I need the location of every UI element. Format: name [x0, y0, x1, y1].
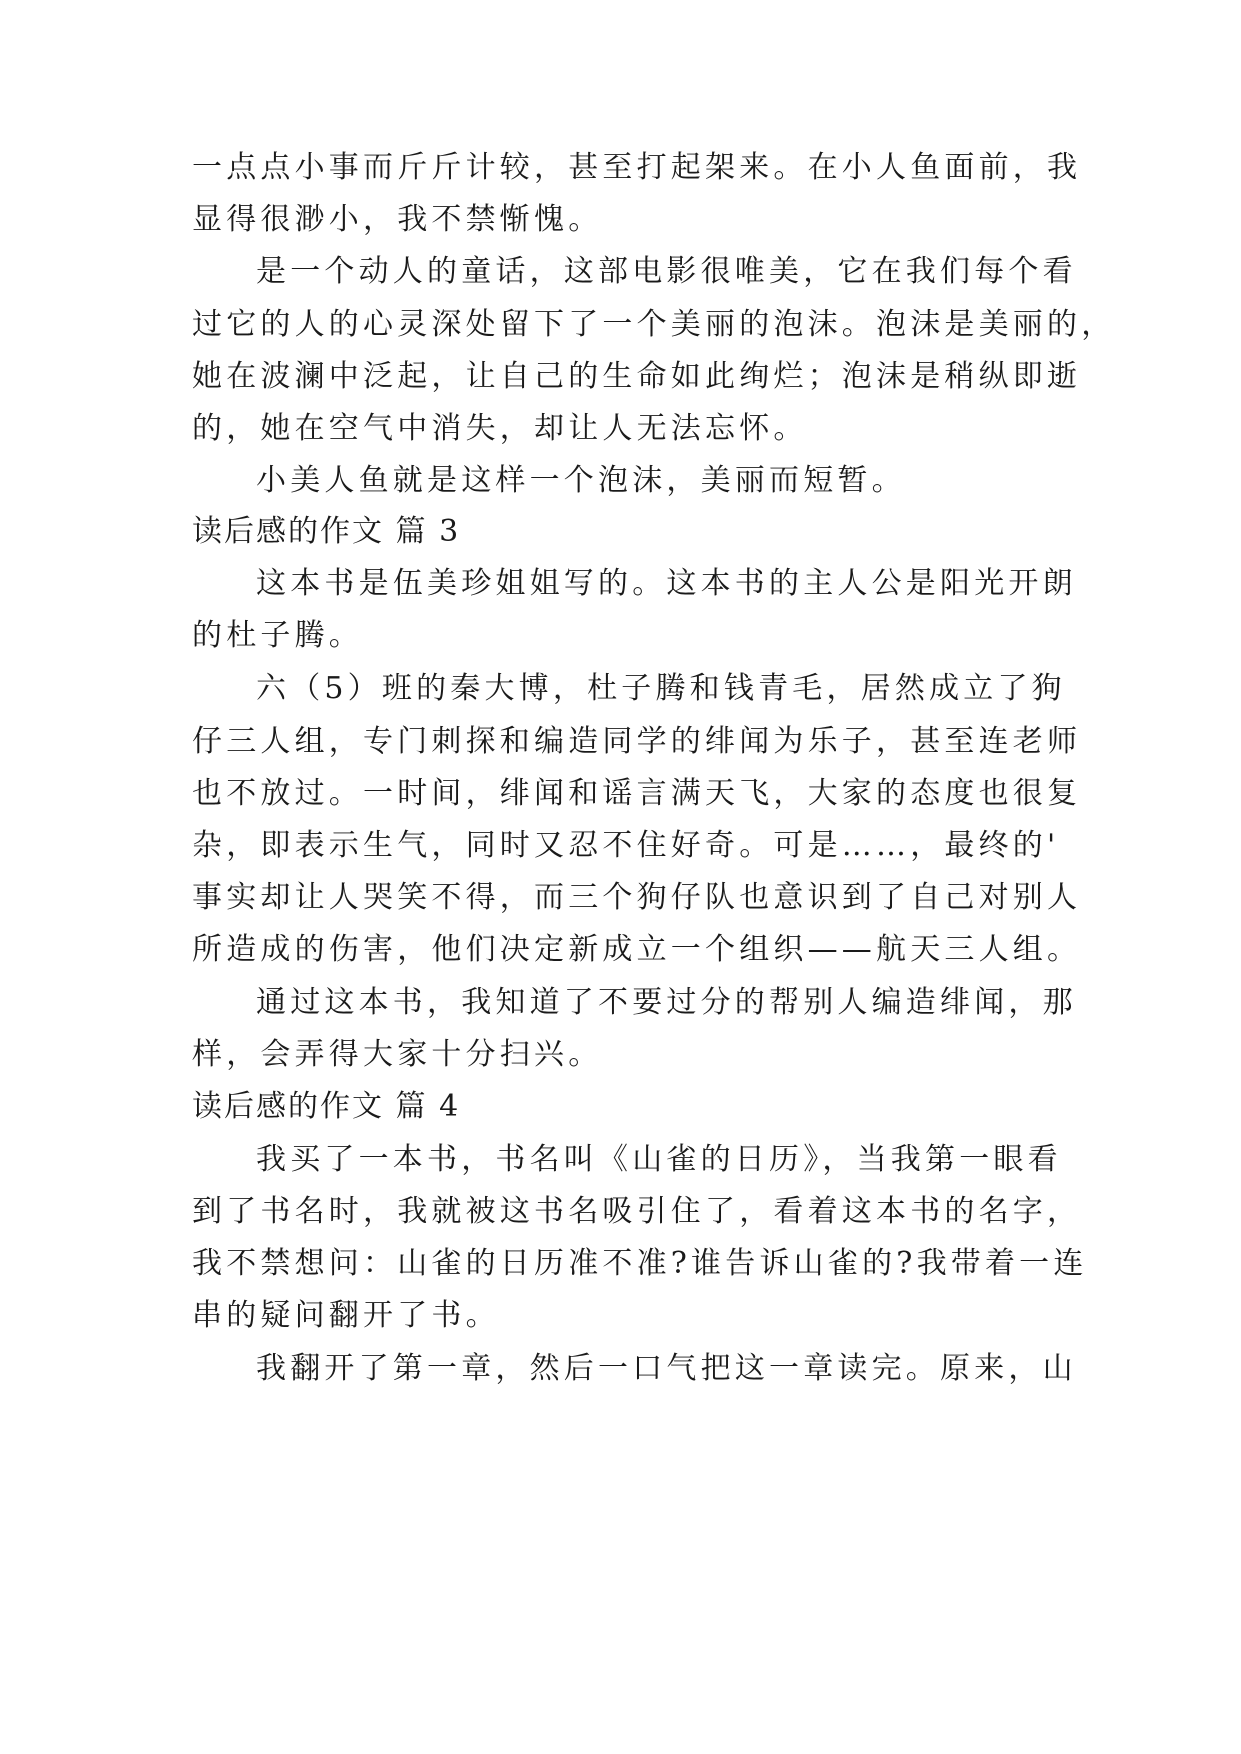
text-line: 她在波澜中泛起，让自己的生命如此绚烂；泡沫是稍纵即逝: [192, 359, 1082, 394]
text-line: 通过这本书，我知道了不要过分的帮别人编造绯闻，那: [256, 985, 1077, 1020]
text-line: 样，会弄得大家十分扫兴。: [192, 1037, 603, 1072]
text-line: 串的疑问翻开了书。: [192, 1298, 500, 1333]
text-line: 所造成的伤害，他们决定新成立一个组织——航天三人组。: [192, 932, 1082, 967]
text-line: 到了书名时，我就被这书名吸引住了，看着这本书的名字，: [192, 1194, 1082, 1229]
section-heading: 读后感的作文 篇 3: [192, 514, 461, 549]
text-line: 是一个动人的童话，这部电影很唯美，它在我们每个看: [256, 254, 1077, 289]
text-line: 一点点小事而斤斤计较，甚至打起架来。在小人鱼面前，我: [192, 150, 1082, 185]
text-line: 也不放过。一时间，绯闻和谣言满天飞，大家的态度也很复: [192, 776, 1082, 811]
text-line: 我买了一本书，书名叫《山雀的日历》，当我第一眼看: [256, 1142, 1062, 1177]
text-line: 过它的人的心灵深处留下了一个美丽的泡沫。泡沫是美丽的，: [192, 307, 1116, 342]
text-line: 杂，即表示生气，同时又忍不住好奇。可是……，最终的': [192, 828, 1060, 863]
text-line: 的杜子腾。: [192, 618, 363, 653]
text-line: 小美人鱼就是这样一个泡沫，美丽而短暂。: [256, 463, 906, 498]
text-line: 我翻开了第一章，然后一口气把这一章读完。原来，山: [256, 1351, 1077, 1386]
section-heading: 读后感的作文 篇 4: [192, 1089, 461, 1124]
text-line: 六（5）班的秦大博，杜子腾和钱青毛，居然成立了狗: [256, 671, 1066, 706]
text-line: 的，她在空气中消失，却让人无法忘怀。: [192, 411, 808, 446]
text-line: 显得很渺小，我不禁惭愧。: [192, 202, 603, 237]
text-line: 这本书是伍美珍姐姐写的。这本书的主人公是阳光开朗: [256, 566, 1077, 601]
text-line: 我不禁想问：山雀的日历准不准?谁告诉山雀的?我带着一连: [192, 1246, 1088, 1281]
text-line: 事实却让人哭笑不得，而三个狗仔队也意识到了自己对别人: [192, 880, 1082, 915]
text-line: 仔三人组，专门刺探和编造同学的绯闻为乐子，甚至连老师: [192, 724, 1082, 759]
